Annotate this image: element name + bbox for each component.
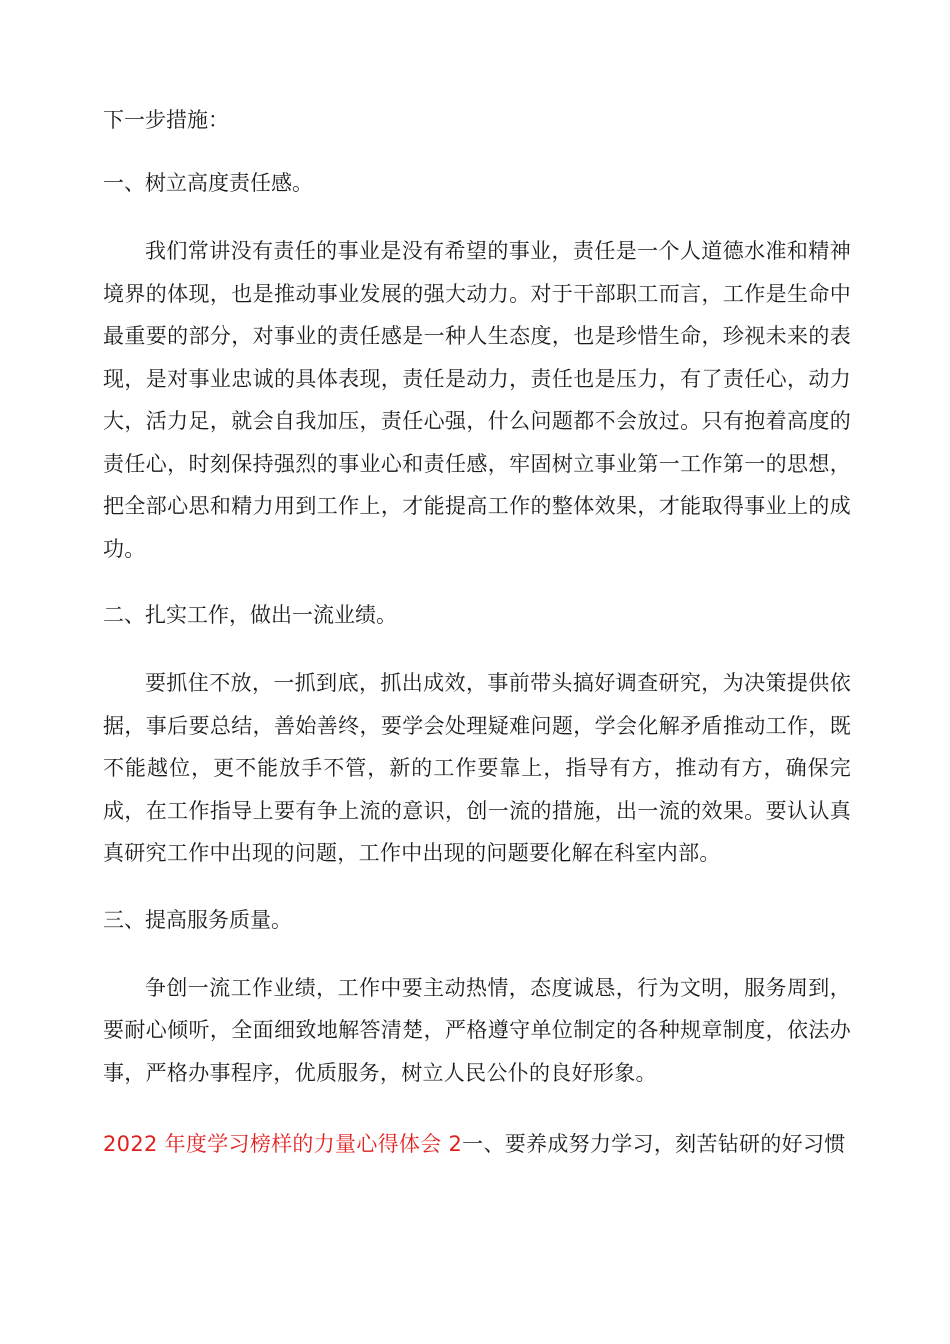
document-body	[103, 104, 851, 1166]
intro-heading: 下一步措施：	[103, 108, 229, 132]
section-2-paragraph: 要抓住不放，一抓到底，抓出成效，事前带头搞好调查研究，为决策提供依据，事后要总结，善始善终，要学会处理疑难问题，学会化解矛盾推动工作，既不能越位，更不能放手不管，新的工作要靠上，指导有方，推动有方，确保完成，在工作指导上要有争上流的意识，创一流的措施，出一流的效果。要认认真真研究工作中出现的问题，工作中出现的问题要化解在科室内部。	[103, 671, 851, 865]
section-1-heading: 一、树立高度责任感。	[103, 171, 313, 195]
section-1-paragraph: 我们常讲没有责任的事业是没有希望的事业，责任是一个人道德水准和精神境界的体现，也是推动事业发展的强大动力。对于干部职工而言，工作是生命中最重要的部分，对事业的责任感是一种人生态度，也是珍惜生命，珍视未来的表现，是对事业忠诚的具体表现，责任是动力，责任也是压力，有了责任心，动力大，活力足，就会自我加压，责任心强，什么问题都不会放过。只有抱着高度的责任心，时刻保持强烈的事业心和责任感，牢固树立事业第一工作第一的思想，把全部心思和精力用到工作上，才能提高工作的整体效果，才能取得事业上的成功。	[103, 239, 851, 561]
section-3-heading: 三、提高服务质量。	[103, 907, 292, 932]
section-3-paragraph: 争创一流工作业绩，工作中要主动热情，态度诚恳，行为文明，服务周到，要耐心倾听，全面细致地解答清楚，严格遵守单位制定的各种规章制度，依法办事，严格办事程序，优质服务，树立人民公仆的良好形象。	[103, 975, 851, 1085]
next-article-first-heading: 一、要养成努力学习，刻苦钻研的好习惯	[462, 1132, 846, 1156]
section-2-heading: 二、扎实工作，做出一流业绩。	[103, 603, 397, 627]
next-article-title	[103, 1123, 851, 1166]
next-article-title-red: 2022 年度学习榜样的力量心得体会 2	[103, 1132, 463, 1156]
